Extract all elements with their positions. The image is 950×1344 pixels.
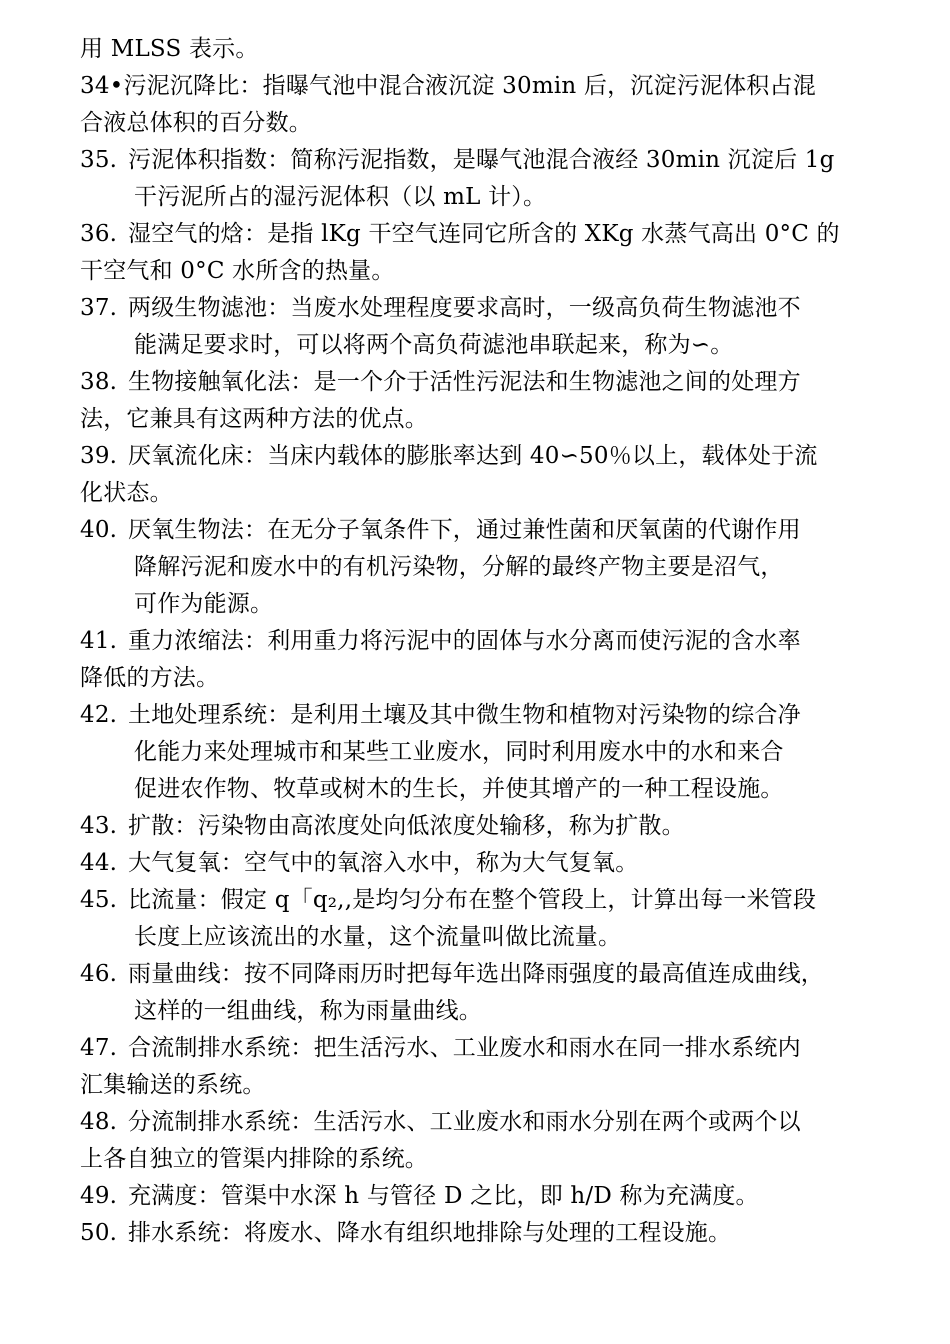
entry-text: 土地处理系统：是利用土壤及其中微生物和植物对污染物的综合净 (128, 702, 801, 728)
text-line (80, 105, 880, 142)
entry-text: 合液总体积的百分数。 (80, 110, 312, 136)
text-line (80, 1067, 880, 1104)
text-line (80, 253, 880, 290)
definition-entry (80, 512, 880, 549)
definition-entry (80, 956, 880, 993)
text-line (80, 660, 880, 697)
entry-number: 45. (80, 887, 118, 913)
entry-text: 扩散：污染物由高浓度处向低浓度处输移，称为扩散。 (128, 813, 685, 839)
definition-entry (80, 697, 880, 734)
definition-entry (80, 142, 880, 179)
definition-entry (80, 68, 880, 105)
entry-text: 化状态。 (80, 480, 173, 506)
entry-text: 大气复氧：空气中的氧溶入水中，称为大气复氧。 (128, 850, 639, 876)
text-line (80, 179, 880, 216)
definition-entry (80, 845, 880, 882)
definition-entry (80, 882, 880, 919)
definition-entry (80, 216, 880, 253)
entry-text: 化能力来处理城市和某些工业废水，同时利用废水中的水和来合 (134, 739, 784, 765)
entry-text: 污泥沉降比：指曝气池中混合液沉淀 30min 后，沉淀污泥体积占混 (123, 73, 816, 99)
entry-number: 34• (80, 73, 124, 99)
entry-number: 35. (80, 147, 118, 173)
entry-text: 充满度：管渠中水深 h 与管径 D 之比，即 h/D 称为充满度。 (128, 1183, 759, 1209)
text-line (80, 734, 880, 771)
text-line (80, 919, 880, 956)
entry-text: 用 MLSS 表示。 (80, 36, 259, 62)
text-line (80, 586, 880, 623)
entry-text: 干污泥所占的湿污泥体积（以 mL 计）。 (134, 184, 547, 210)
definition-entry (80, 290, 880, 327)
entry-number: 49. (80, 1183, 118, 1209)
text-line (80, 475, 880, 512)
entry-number: 36. (80, 221, 118, 247)
entry-text: 能满足要求时，可以将两个高负荷滤池串联起来，称为∽。 (134, 332, 734, 358)
entry-text: 这样的一组曲线，称为雨量曲线。 (134, 998, 482, 1024)
entry-text: 排水系统：将废水、降水有组织地排除与处理的工程设施。 (128, 1220, 732, 1246)
definition-entry (80, 364, 880, 401)
text-line (80, 771, 880, 808)
entry-text: 两级生物滤池：当废水处理程度要求高时，一级高负荷生物滤池不 (128, 295, 801, 321)
entry-text: 分流制排水系统：生活污水、工业废水和雨水分别在两个或两个以 (128, 1109, 801, 1135)
entry-text: 降低的方法。 (80, 665, 220, 691)
entry-text: 雨量曲线：按不同降雨历时把每年选出降雨强度的最高值连成曲线， (128, 961, 824, 987)
definition-entry (80, 623, 880, 660)
entry-number: 46. (80, 961, 118, 987)
entry-number: 38. (80, 369, 118, 395)
text-line (80, 401, 880, 438)
definition-entry (80, 438, 880, 475)
definition-entry (80, 1104, 880, 1141)
entry-text: 厌氧生物法：在无分子氧条件下，通过兼性菌和厌氧菌的代谢作用 (128, 517, 801, 543)
entry-text: 干空气和 0°C 水所含的热量。 (80, 258, 395, 284)
text-line (80, 549, 880, 586)
entry-number: 47. (80, 1035, 118, 1061)
entry-text: 长度上应该流出的水量，这个流量叫做比流量。 (134, 924, 622, 950)
definition-entry (80, 1030, 880, 1067)
entry-text: 厌氧流化床：当床内载体的膨胀率达到 40∽50％以上，载体处于流 (128, 443, 818, 469)
entry-number: 41. (80, 628, 118, 654)
text-line (80, 327, 880, 364)
entry-number: 42. (80, 702, 118, 728)
text-line (80, 31, 880, 68)
entry-text: 湿空气的焓：是指 lKg 干空气连同它所含的 XKg 水蒸气高出 0°C 的 (128, 221, 840, 247)
entry-text: 可作为能源。 (134, 591, 274, 617)
entry-number: 40. (80, 517, 118, 543)
entry-text: 合流制排水系统：把生活污水、工业废水和雨水在同一排水系统内 (128, 1035, 801, 1061)
entry-text: 上各自独立的管渠内排除的系统。 (80, 1146, 428, 1172)
entry-text: 汇集输送的系统。 (80, 1072, 266, 1098)
definition-entry (80, 1215, 880, 1252)
entry-text: 法，它兼具有这两种方法的优点。 (80, 406, 428, 432)
entry-number: 44. (80, 850, 118, 876)
text-line (80, 1141, 880, 1178)
entry-number: 48. (80, 1109, 118, 1135)
text-line (80, 993, 880, 1030)
entry-number: 43. (80, 813, 118, 839)
entry-number: 39. (80, 443, 118, 469)
definition-entry (80, 1178, 880, 1215)
entry-text: 降解污泥和废水中的有机污染物，分解的最终产物主要是沼气， (134, 554, 784, 580)
definition-entry (80, 808, 880, 845)
entry-text: 促进农作物、牧草或树木的生长，并使其增产的一种工程设施。 (134, 776, 784, 802)
entry-text: 污泥体积指数：简称污泥指数，是曝气池混合液经 30min 沉淀后 1g (128, 147, 835, 173)
entry-text: 比流量：假定 q「q₂,,是均匀分布在整个管段上，计算出每一米管段 (128, 887, 817, 913)
document-body (80, 31, 880, 1252)
entry-number: 50. (80, 1220, 118, 1246)
entry-text: 重力浓缩法：利用重力将污泥中的固体与水分离而使污泥的含水率 (128, 628, 801, 654)
entry-text: 生物接触氧化法：是一个介于活性污泥法和生物滤池之间的处理方 (128, 369, 801, 395)
entry-number: 37. (80, 295, 118, 321)
